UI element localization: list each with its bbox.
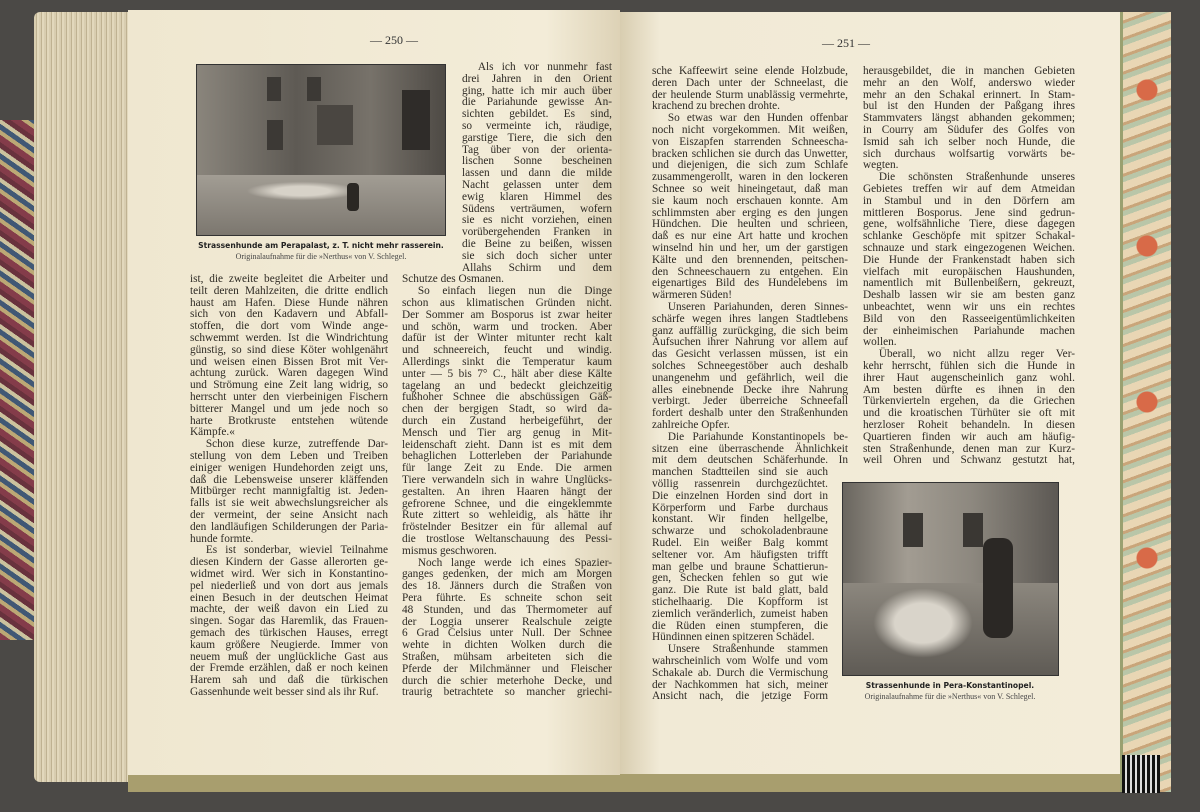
text-line: Rute zittert so wehleidig, als hätte ihr (402, 509, 612, 522)
text-line: verbirgt. Jeder überreiche Schneefall (652, 395, 848, 408)
text-line: sich von den Kadavern und Abfall- (190, 308, 388, 321)
text-line: singen. Sogar das Haremlik, das Frauen- (190, 615, 388, 628)
figure-caption-title: Strassenhunde am Perapalast, z. T. nicht mehr rasserein. (198, 241, 444, 250)
text-line: ging, hatte ich mir auch über (462, 84, 612, 97)
text-line: ganges gedenken, der mich am Morgen (402, 568, 612, 581)
text-line: Schnee so weit hineingetaut, daß man (652, 183, 848, 195)
text-line: drei Jahren in den Orient (462, 72, 612, 85)
text-line: ewig klaren Himmel des (462, 190, 612, 203)
text-line: gemach des türkischen Hauses, erregt (190, 627, 388, 639)
text-line: alles einebnende Decke ihre Nahrung (652, 383, 848, 396)
text-line: teilt deren Mahlzeiten, die dritte endlich (190, 284, 388, 297)
text-line: Körperform und Farbe durchaus (652, 501, 828, 514)
text-line: Als ich vor nunmehr fast (477, 61, 612, 73)
text-line: Unseren Pariahunden, deren Sinnes- (667, 301, 848, 313)
text-line: hunde formte. (190, 532, 254, 545)
text-line: seltener vor. Am häufigsten trifft (652, 548, 828, 561)
text-line: konstant. Wir finden hellgelbe, (652, 513, 828, 526)
text-line: Tiere verwandeln sich in wahre Unglücks- (402, 474, 612, 486)
figure-caption-title: Strassenhunde in Pera-Konstantinopel. (865, 681, 1035, 690)
text-line: deren Dach unter der Schneelast, die (652, 76, 848, 89)
text-line: der Loggia unserer Realschule zeigte (402, 615, 612, 628)
text-line: widmet wird. Wer sich in Konstantino- (190, 568, 388, 580)
text-line: mit dem deutschen Schäferhunde. In (652, 454, 848, 467)
text-line: traurig betrachtete so mancher griechi- (402, 686, 612, 699)
text-line: sitzen eine überraschende Ähnlichkeit (652, 442, 848, 455)
text-line: zusammengerollt, waren in den lockeren (652, 171, 848, 184)
marbled-endpaper-right (1120, 12, 1171, 792)
text-line: 6 Grad Celsius unter Null. Der Schnee (402, 627, 612, 640)
text-line: noch nicht vorgekommen. Mit weißen, (652, 124, 848, 136)
page-number-right: — 251 — (822, 36, 870, 50)
text-line: wahrscheinlich vom Wolfe und vom (652, 655, 828, 667)
text-line: lassen und dann die milde (462, 167, 612, 180)
text-line: mehr an den Wolf, anderswo wieder (863, 76, 1075, 89)
text-line: schlimmsten aber erging es den jungen (652, 206, 848, 219)
text-line: sche Kaffeewirt seine elende Holzbude, (652, 65, 848, 77)
text-line: des 18. Jänners durch die Straßen von (402, 580, 612, 593)
text-line: Überall, wo nicht allzu reger Ver- (878, 348, 1075, 361)
text-line: leidenschaft zieht. Dann ist es mit dem (402, 438, 612, 451)
text-line: dafür ist der Winter mitunter recht kalt (402, 332, 612, 345)
text-line: sie sich doch sicher unter (462, 249, 612, 262)
scan-label (1122, 755, 1160, 793)
text-line: ganz. Die Rute ist bald glatt, bald (652, 584, 828, 597)
text-line: Der Sommer am Bosporus ist zwar heiter (402, 308, 612, 321)
text-line: schnauze und stark eingezogenen Weichen. (863, 242, 1075, 254)
text-line: Schutze des Osmanen. (402, 273, 504, 286)
text-line: Hündinnen einen spitzeren Schädel. (652, 631, 815, 644)
text-line: günstig, so sind diese Köter wohlgenährt (190, 343, 388, 356)
text-line: von Eiszapfen starrenden Schneescha- (652, 135, 848, 148)
text-line: Mensch und Tier arg genug in Mit- (402, 426, 612, 439)
text-line: kehr herrscht, fühlen sich die Hunde in (863, 360, 1075, 372)
text-line: schwarze und schokoladenbraune (652, 525, 828, 538)
photo-street-dogs-perapalast (196, 64, 446, 236)
text-line: Kämpfe.« (190, 426, 235, 439)
text-line: Straßen, mühsam arbeiteten sich die (402, 651, 612, 663)
text-line: man gelbe und braune Schattierun- (652, 560, 828, 573)
text-line: in Courry am Südufer des Golfes von (863, 124, 1075, 136)
text-line: stellung von dem Leben und Treiben (190, 450, 388, 462)
text-line: Allerdings sinkt die Temperatur kaum (402, 356, 612, 368)
text-line: vorübergehenden Franken in (462, 226, 612, 239)
text-line: ihrer Haut augenscheinlich ganz wohl. (863, 371, 1075, 384)
text-line: ist, die zweite begleitet die Arbeiter und (190, 273, 388, 285)
text-line: gestalten. An ihren Haaren hängt der (402, 485, 612, 498)
text-line: Kälte und den brennenden, peitschen- (652, 253, 848, 266)
text-line: der Nachkommen hat sich, meiner (652, 678, 828, 691)
text-line: namentlich mit Bullenbeißern, gekreuzt, (863, 277, 1075, 290)
text-line: lischen Sonne bescheinen (462, 155, 612, 168)
text-line: schlanke Geschöpfe mit spitzer Schakal- (863, 230, 1075, 243)
text-line: Mitbürger recht mannigfaltig ist. Jeden- (190, 485, 388, 498)
text-line: der heulende Sturm unablässig vermehrte, (652, 88, 848, 101)
photo-street-dogs-pera (842, 482, 1059, 676)
text-line: Rudel. Ein weißer Balg kommt (652, 537, 828, 549)
text-line: Die Pariahunde Konstantinopels be- (667, 430, 848, 443)
text-line: in Stambul und in den Dörfern am (863, 194, 1075, 207)
text-line: Harem sah und daß die türkischen (190, 674, 388, 687)
text-line: schon aus klimatischen Gründen nicht. (402, 297, 612, 309)
text-line: Stammvaters längst abhanden gekommen; (863, 112, 1075, 125)
text-line: das Gesicht verlassen müssen, ist ein (652, 348, 848, 361)
text-line: durch die schier meterhohe Decke, und (402, 674, 612, 687)
text-line: mittleren Bosporus. Jene sind gedrun- (863, 206, 1075, 219)
text-line: neuem muß der unglückliche Gast aus (190, 650, 388, 663)
text-line: und schön, warm und trocken. Aber (402, 320, 612, 333)
text-line: harte Brotkruste entstehen wütende (190, 414, 388, 427)
text-line: wegten. (863, 159, 899, 172)
text-line: die trostlose Weltanschauung des Pessi- (402, 533, 612, 545)
text-line: die Beine zu beißen, wissen (462, 238, 612, 250)
text-line: bracken schlichen sie durch das Unwetter, (652, 147, 848, 160)
page-stack-edge (34, 12, 130, 782)
marbled-endpaper-left (0, 120, 34, 640)
text-line: schwemmt werden. Ist die Windrichtung (190, 332, 388, 344)
text-line: Die einzelnen Horden sind dort in (652, 489, 828, 502)
text-line: mehr an den Schakal erinnert. In Stam- (863, 88, 1075, 101)
text-line: der Fremde erzählen, daß er noch keinen (190, 662, 388, 675)
text-line: daß es nur eine Art hatte und krochen (652, 230, 848, 243)
text-line: Allahs Schirm und dem (462, 261, 612, 274)
text-line: eigenartiges Bild des Hundelebens im (652, 277, 848, 290)
text-line: Aufsuchen ihrer Nahrung vor allem auf (652, 336, 848, 349)
text-line: stoffen, die dort vom Winde ange- (190, 320, 388, 333)
text-line: Türkenvierteln ergehen, da die Griechen (863, 395, 1075, 408)
text-line: fröstelnder Besitzer ein für allemal auf (402, 521, 612, 534)
text-line: mismus geschworen. (402, 544, 497, 557)
text-line: Pera führte. Es schneite schon seit (402, 592, 612, 604)
text-line: bul ist den Hunden der Paßgang ihres (863, 100, 1075, 113)
text-line: weil Ohren und Schwanz gestutzt hat, (863, 454, 1075, 467)
text-line: wärmeren Süden! (652, 289, 732, 302)
text-line: Schakale ab. Durch die Vermischung (652, 666, 828, 679)
text-line: herausgebildet, die in manchen Gebieten (863, 65, 1075, 77)
text-line: sie kaum noch erschauen konnte. Am (652, 194, 848, 207)
text-line: herrscht unter den vierbeinigen Fischern (190, 391, 388, 403)
text-line: stichelhaarig. Die Kopfform ist (652, 596, 828, 608)
text-line: Schon diese kurze, zutreffende Dar- (205, 438, 388, 451)
text-line: Ansicht nach, die jetzige Form (652, 690, 828, 703)
text-line: Gassenhunde weit besser sind als ihr Ruf. (190, 686, 379, 698)
text-line: Es ist sonderbar, wieviel Teilnahme (205, 544, 388, 557)
text-line: Deshalb lassen wir sie am besten ganz (863, 289, 1075, 302)
text-line: gene, wolfsähnliche Tiere, diese dagegen (863, 218, 1075, 231)
text-line: fußhoher Schnee die abschüssigen Gäß- (402, 391, 612, 404)
text-line: Nacht gelassen unter dem (462, 179, 612, 191)
text-line: sich durchaus wolfsartig vorwärts be- (863, 147, 1075, 160)
text-line: So einfach liegen nun die Dinge (417, 285, 612, 298)
text-line: 48 Stunden, und das Thermometer auf (402, 603, 612, 616)
text-line: unangenehm und gefährlich, weil die (652, 371, 848, 384)
text-line: der einheimischen Pariahunde machen (863, 324, 1075, 337)
text-line: so vermeinte ich, räudige, (462, 120, 612, 132)
text-line: Noch lange werde ich eines Spazier- (417, 556, 612, 569)
text-line: Gebietes treffen wir auf dem Atmeidan (863, 183, 1075, 195)
text-line: fordert deshalb unter den Straßenhunden (652, 407, 848, 420)
text-line: herzloser Roheit behandeln. In diesen (863, 419, 1075, 431)
text-line: diesen Kindern der Gasse allerorten ge- (190, 556, 388, 569)
text-line: daß die Lebensweise unserer kläffenden (190, 473, 388, 486)
text-line: die Pariahunde gewisse An- (462, 96, 612, 109)
text-line: Die Hunde der Frankenstadt haben sich (863, 253, 1075, 266)
text-line: pel niederließ und von dort aus jemals (190, 579, 388, 592)
text-line: winselnd hin und her, um der garstigen (652, 242, 848, 254)
text-line: Ismid sah ich selber noch Hunde, die (863, 135, 1075, 148)
text-line: durch ein Zustand herbeigeführt, der (402, 415, 612, 427)
text-line: achtung zurück. Waren dagegen Wind (190, 367, 388, 380)
text-line: garstige Tiere, die sich den (462, 131, 612, 144)
text-line: solches Schneegestöber auch deshalb (652, 360, 848, 372)
text-line: Unsere Straßenhunde stammen (667, 643, 828, 656)
text-line: und die kroatischen Türhüter sie oft mit (863, 407, 1075, 420)
text-line: Pferde der Milchmänner und Fleischer (402, 662, 612, 675)
text-line: sichten gebildet. Es sind, (462, 108, 612, 121)
text-line: Quartieren finden wir auch am häufig- (863, 430, 1075, 443)
text-line: Tag über von der orienta- (462, 143, 612, 156)
text-line: und Strömung eine Zeit lang widrig, so (190, 379, 388, 392)
text-line: völlig rassenrein durchgezüchtet. (652, 478, 828, 490)
text-line: vielfach mit europäischen Haushunden, (863, 265, 1075, 278)
text-line: die Rüden einen stumpferen, die (652, 619, 828, 632)
text-line: gefrorene Schnee, und die eingeklemmte (402, 497, 612, 510)
text-line: So etwas war den Hunden offenbar (667, 112, 848, 125)
figure-caption-credit: Originalaufnahme für die »Nerthus« von V. Schlegel. (235, 252, 407, 261)
text-line: den Schneeschauern zu entgehen. Ein (652, 265, 848, 278)
text-line: Die schönsten Straßenhunde unseres (878, 171, 1075, 184)
page-number-left: — 250 — (370, 33, 418, 47)
text-line: schärfe wegen ihres langen Stadtlebens (652, 312, 848, 325)
text-line: und schneereich, feucht und windig. (402, 344, 612, 357)
text-line: Am besten dürfte es ihnen in den (863, 383, 1075, 396)
text-line: manchen Stadtteilen sind sie auch (652, 466, 828, 479)
text-line: sten Straßenhunde, denen man zur Kurz- (863, 442, 1075, 455)
text-line: einiger wenigen Hundehorden zeigt uns, (190, 461, 388, 474)
text-line: machte, der weiß davon ein Lied zu (190, 603, 388, 616)
text-line: wollen. (863, 336, 897, 349)
text-line: sie es nicht vorziehen, einen (462, 214, 612, 227)
text-line: behaglichen Lotterleben der Pariahunde (402, 450, 612, 463)
text-line: unter — 5 bis 7° C., hält aber diese Kälte (402, 367, 612, 380)
text-line: krachend zu brechen drohte. (652, 100, 780, 113)
text-line: den landläufigen Schilderungen der Paria- (190, 520, 388, 533)
text-line: der vermeint, der seine Ansicht nach (190, 509, 388, 521)
text-line: zahlreiche Opfer. (652, 419, 730, 431)
figure-caption-credit: Originalaufnahme für die »Nerthus« von V. Schlegel. (864, 692, 1036, 701)
text-line: falls ist sie weit abwechslungsreicher als (190, 497, 388, 510)
text-line: ziemlich veränderlich, zumeist haben (652, 607, 828, 620)
text-line: unbeachtet, wenn wir uns ein rechtes (863, 301, 1075, 313)
text-line: bitterer Mangel und um jede noch so (190, 402, 388, 415)
text-line: ganz auffällig zurückging, die sich beim (652, 324, 848, 337)
text-line: einen Besuch in der deutschen Heimat (190, 591, 388, 604)
text-line: und weisen einen Bissen Brot mit Ver- (190, 355, 388, 368)
text-line: tagelang an und bedeckt gleichzeitig (402, 379, 612, 392)
text-line: Bild von den Rasseeigentümlichkeiten (863, 312, 1075, 325)
text-line: kaum größere Neugierde. Immer von (190, 638, 388, 651)
text-line: Südens verträumen, wofern (462, 202, 612, 215)
text-line: gen, Schecken fehlen so gut wie (652, 572, 828, 585)
text-line: und diejenigen, die sich zum Schlafe (652, 159, 848, 172)
text-line: chen der bergigen Stadt, so wird da- (402, 403, 612, 416)
text-line: für lange Zeit zu Ende. Die armen (402, 462, 612, 475)
text-line: Hündchen. Die heulten und schrieen, (652, 218, 848, 231)
text-line: haust am Hafen. Diese Hunde nähren (190, 296, 388, 309)
text-line: wehte in dichten Wolken durch die (402, 639, 612, 652)
